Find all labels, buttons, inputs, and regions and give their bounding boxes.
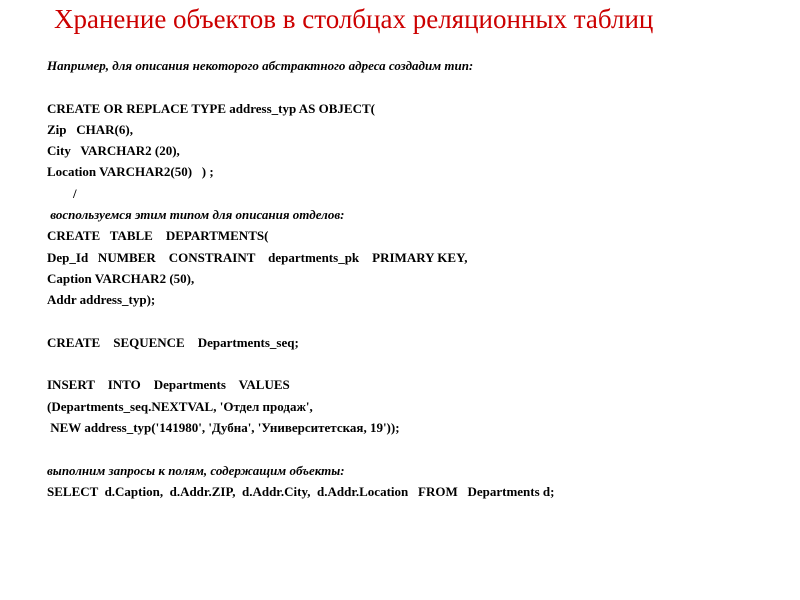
comment-text: выполним запросы к полям, содержащим объекты: bbox=[47, 462, 345, 478]
code-line: Dep_Id NUMBER CONSTRAINT departments_pk PRIMARY KEY, bbox=[47, 249, 468, 265]
blank-line bbox=[47, 438, 787, 459]
code-line: Addr address_typ); bbox=[47, 292, 156, 308]
code-line: / bbox=[47, 185, 77, 201]
slide-body bbox=[47, 55, 787, 502]
code-line: SELECT d.Caption, d.Addr.ZIP, d.Addr.City, d.Addr.Location FROM Departments d; bbox=[47, 483, 555, 499]
code-line: Caption VARCHAR2 (50), bbox=[47, 270, 195, 286]
code-line: NEW address_typ('141980', 'Дубна', 'Университетская, 19')); bbox=[47, 420, 400, 436]
blank-line bbox=[47, 311, 787, 332]
code-line: CREATE SEQUENCE Departments_seq; bbox=[47, 334, 299, 350]
blank-line bbox=[47, 76, 787, 97]
comment-text: воспользуемся этим типом для описания отделов: bbox=[47, 207, 345, 223]
code-line: City VARCHAR2 (20), bbox=[47, 143, 180, 159]
code-line: (Departments_seq.NEXTVAL, 'Отдел продаж', bbox=[47, 398, 313, 414]
code-line: CREATE OR REPLACE TYPE address_typ AS OBJECT( bbox=[47, 100, 375, 116]
intro-text: Например, для описания некоторого абстрактного адреса создадим тип: bbox=[47, 58, 474, 73]
code-line: Location VARCHAR2(50) ) ; bbox=[47, 164, 214, 180]
code-line: INSERT INTO Departments VALUES bbox=[47, 377, 290, 393]
slide-title: Хранение объектов в столбцах реляционных таблиц bbox=[54, 4, 654, 34]
blank-line bbox=[47, 353, 787, 374]
code-line: Zip CHAR(6), bbox=[47, 121, 133, 137]
code-line: CREATE TABLE DEPARTMENTS( bbox=[47, 228, 269, 244]
